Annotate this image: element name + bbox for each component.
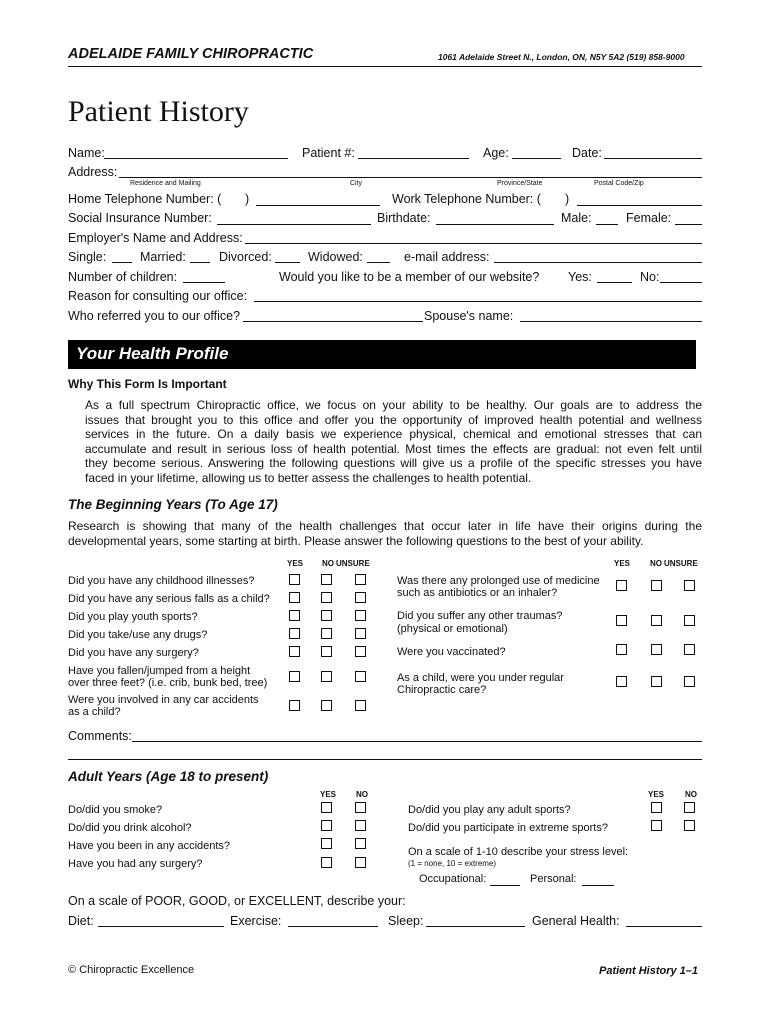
- q-serious-falls: Did you have any serious falls as a child?: [68, 593, 270, 605]
- checkbox-yes[interactable]: [616, 676, 627, 687]
- q-medicine-line2: such as antibiotics or an inhaler?: [397, 587, 558, 599]
- footer-page-label: Patient History 1–1: [599, 965, 699, 977]
- occupational-field[interactable]: [490, 885, 520, 886]
- children-label: Number of children:: [68, 270, 178, 284]
- checkbox-no[interactable]: [684, 820, 695, 831]
- checkbox-unsure[interactable]: [355, 610, 366, 621]
- col-no-left: NO: [322, 559, 334, 568]
- birthdate-label: Birthdate:: [377, 211, 431, 225]
- intro-line: Research is showing that many of the health challenges that occur later in life have their origins during the: [68, 519, 702, 533]
- beginning-intro: [68, 519, 702, 548]
- single-field[interactable]: [112, 262, 132, 263]
- employer-field[interactable]: [245, 243, 702, 244]
- personal-label: Personal:: [530, 873, 577, 885]
- checkbox-yes[interactable]: [289, 671, 300, 682]
- why-line: issues that brought you to this office and offer you the opportunity of improved health potential and wellness: [85, 412, 702, 427]
- checkbox-yes[interactable]: [321, 820, 332, 831]
- beginning-years-heading: The Beginning Years (To Age 17): [68, 497, 278, 512]
- website-no-label: No:: [640, 270, 660, 284]
- birthdate-field[interactable]: [436, 224, 554, 225]
- why-line: services in the future. On a daily basis we experience physical, chemical and emotional stresses that can: [85, 427, 702, 441]
- employer-label: Employer's Name and Address:: [68, 231, 243, 245]
- checkbox-no[interactable]: [321, 700, 332, 711]
- adult-col-yes-right: YES: [648, 790, 665, 799]
- footer-copyright: © Chiropractic Excellence: [68, 964, 195, 976]
- checkbox-yes[interactable]: [321, 857, 332, 868]
- comments-label: Comments:: [68, 729, 132, 743]
- checkbox-no[interactable]: [684, 802, 695, 813]
- work-tel-field[interactable]: [577, 205, 702, 206]
- age-field[interactable]: [512, 158, 561, 159]
- col-unsure-right: UNSURE: [664, 559, 698, 568]
- female-label: Female:: [626, 211, 672, 225]
- diet-field[interactable]: [98, 926, 224, 927]
- checkbox-no[interactable]: [321, 610, 332, 621]
- male-label: Male:: [561, 211, 592, 225]
- checkbox-no[interactable]: [651, 615, 662, 626]
- checkbox-yes[interactable]: [651, 802, 662, 813]
- exercise-field[interactable]: [288, 926, 378, 927]
- checkbox-yes[interactable]: [651, 820, 662, 831]
- checkbox-yes[interactable]: [321, 838, 332, 849]
- q-vaccinated: Were you vaccinated?: [397, 646, 506, 658]
- divorced-label: Divorced:: [219, 250, 272, 264]
- checkbox-unsure[interactable]: [355, 671, 366, 682]
- sin-label: Social Insurance Number:: [68, 211, 212, 225]
- q-childhood-illnesses: Did you have any childhood illnesses?: [68, 575, 255, 587]
- col-yes-left: YES: [287, 559, 304, 568]
- checkbox-unsure[interactable]: [355, 646, 366, 657]
- page-title: Patient History: [68, 95, 249, 128]
- scale-question: On a scale of POOR, GOOD, or EXCELLENT, describe your:: [68, 894, 406, 908]
- why-line: faced in your lifetime, allowing us to better assess the challenges to health potential.: [85, 470, 532, 485]
- checkbox-yes[interactable]: [616, 644, 627, 655]
- q-smoke: Do/did you smoke?: [68, 804, 163, 816]
- address-sub-province: Province/State: [497, 180, 543, 187]
- why-line: As a full spectrum Chiropractic office, we focus on your ability to be healthy. Our goals are to address the: [85, 398, 702, 412]
- q-car-accidents-line2: as a child?: [68, 706, 121, 718]
- name-field[interactable]: [104, 158, 288, 159]
- q-surgery-adult: Have you had any surgery?: [68, 858, 203, 870]
- q-traumas-line1: Did you suffer any other traumas?: [397, 610, 563, 622]
- stress-question: On a scale of 1-10 describe your stress level:: [408, 846, 629, 858]
- checkbox-yes[interactable]: [289, 628, 300, 639]
- q-surgery-child: Did you have any surgery?: [68, 647, 199, 659]
- occupational-label: Occupational:: [419, 873, 487, 885]
- patient-no-field[interactable]: [358, 158, 469, 159]
- home-tel-field[interactable]: [256, 205, 380, 206]
- female-field[interactable]: [675, 224, 702, 225]
- work-tel-close: ): [565, 192, 570, 206]
- col-no-right: NO: [650, 559, 662, 568]
- home-tel-label: Home Telephone Number: (: [68, 192, 222, 206]
- website-yes-label: Yes:: [568, 270, 592, 284]
- sleep-label: Sleep:: [388, 914, 424, 928]
- checkbox-no[interactable]: [355, 820, 366, 831]
- q-traumas-line2: (physical or emotional): [397, 623, 508, 635]
- patient-no-label: Patient #:: [302, 146, 355, 160]
- adult-col-no-left: NO: [356, 790, 368, 799]
- health-profile-bar: [68, 340, 696, 369]
- email-label: e-mail address:: [404, 250, 490, 264]
- spouse-field[interactable]: [520, 321, 702, 322]
- q-chiro-care-line1: As a child, were you under regular: [397, 672, 564, 684]
- name-label: Name:: [68, 146, 105, 160]
- q-chiro-care-line2: Chiropractic care?: [397, 684, 487, 696]
- checkbox-yes[interactable]: [616, 615, 627, 626]
- q-fallen-line2: over three feet? (i.e. crib, bunk bed, tree): [68, 677, 268, 689]
- spouse-label: Spouse's name:: [424, 309, 514, 323]
- sin-field[interactable]: [217, 224, 371, 225]
- reason-label: Reason for consulting our office:: [68, 289, 248, 303]
- work-tel-label: Work Telephone Number: (: [392, 192, 541, 206]
- checkbox-no[interactable]: [321, 628, 332, 639]
- comments-field-line2[interactable]: [68, 759, 702, 760]
- q-alcohol: Do/did you drink alcohol?: [68, 822, 192, 834]
- q-medicine-line1: Was there any prolonged use of medicine: [397, 575, 600, 587]
- checkbox-no[interactable]: [355, 857, 366, 868]
- checkbox-no[interactable]: [355, 838, 366, 849]
- checkbox-no[interactable]: [651, 580, 662, 591]
- stress-scale-note: (1 = none, 10 = extreme): [408, 859, 497, 868]
- checkbox-yes[interactable]: [321, 802, 332, 813]
- checkbox-unsure[interactable]: [355, 628, 366, 639]
- checkbox-unsure[interactable]: [684, 644, 695, 655]
- why-heading: Why This Form Is Important: [68, 377, 227, 391]
- widowed-field[interactable]: [367, 262, 390, 263]
- address-sub-postal: Postal Code/Zip: [594, 180, 644, 187]
- married-label: Married:: [140, 250, 186, 264]
- checkbox-yes[interactable]: [289, 700, 300, 711]
- address-sub-city: City: [350, 180, 363, 187]
- checkbox-yes[interactable]: [289, 592, 300, 603]
- health-profile-title: Your Health Profile: [76, 344, 229, 363]
- diet-label: Diet:: [68, 914, 94, 928]
- website-question: Would you like to be a member of our website?: [279, 270, 540, 284]
- checkbox-no[interactable]: [321, 574, 332, 585]
- checkbox-no[interactable]: [651, 676, 662, 687]
- general-health-label: General Health:: [532, 914, 620, 928]
- adult-col-no-right: NO: [685, 790, 697, 799]
- checkbox-unsure[interactable]: [355, 700, 366, 711]
- q-fallen-line1: Have you fallen/jumped from a height: [68, 665, 251, 677]
- why-paragraph: [85, 398, 702, 485]
- married-field[interactable]: [190, 262, 210, 263]
- male-field[interactable]: [596, 224, 618, 225]
- q-drugs: Did you take/use any drugs?: [68, 629, 208, 641]
- children-field[interactable]: [183, 282, 225, 283]
- checkbox-no[interactable]: [321, 592, 332, 603]
- website-yes-field[interactable]: [597, 282, 632, 283]
- checkbox-yes[interactable]: [616, 580, 627, 591]
- checkbox-yes[interactable]: [289, 574, 300, 585]
- widowed-label: Widowed:: [308, 250, 363, 264]
- checkbox-unsure[interactable]: [355, 592, 366, 603]
- q-youth-sports: Did you play youth sports?: [68, 611, 198, 623]
- checkbox-unsure[interactable]: [684, 580, 695, 591]
- checkbox-no[interactable]: [321, 671, 332, 682]
- divorced-field[interactable]: [275, 262, 300, 263]
- checkbox-no[interactable]: [321, 646, 332, 657]
- clinic-address: 1061 Adelaide Street N., London, ON, N5Y 5A2 (519) 858-9000: [438, 52, 685, 62]
- adult-col-yes-left: YES: [320, 790, 337, 799]
- address-label: Address:: [68, 165, 118, 179]
- adult-years-heading: Adult Years (Age 18 to present): [68, 769, 269, 784]
- col-yes-right: YES: [614, 559, 631, 568]
- age-label: Age:: [483, 146, 509, 160]
- website-no-field[interactable]: [660, 282, 702, 283]
- referred-field[interactable]: [243, 321, 423, 322]
- email-field[interactable]: [494, 262, 702, 263]
- checkbox-yes[interactable]: [289, 610, 300, 621]
- header-rule: [68, 66, 702, 67]
- referred-label: Who referred you to our office?: [68, 309, 241, 323]
- single-label: Single:: [68, 250, 107, 264]
- sleep-field[interactable]: [426, 926, 525, 927]
- clinic-name: ADELAIDE FAMILY CHIROPRACTIC: [68, 46, 314, 62]
- checkbox-yes[interactable]: [289, 646, 300, 657]
- home-tel-close: ): [245, 192, 250, 206]
- date-field[interactable]: [604, 158, 702, 159]
- q-car-accidents-line1: Were you involved in any car accidents: [68, 694, 259, 706]
- address-field[interactable]: [119, 177, 702, 178]
- q-adult-sports: Do/did you play any adult sports?: [408, 804, 571, 816]
- q-accidents: Have you been in any accidents?: [68, 840, 231, 852]
- why-line: accumulate and result in serious loss of health potential. Most times the effects are gradual: not even felt until: [85, 441, 702, 456]
- exercise-label: Exercise:: [230, 914, 282, 928]
- date-label: Date:: [572, 146, 602, 160]
- reason-field[interactable]: [254, 301, 702, 302]
- checkbox-no[interactable]: [651, 644, 662, 655]
- comments-field[interactable]: [132, 741, 702, 742]
- checkbox-unsure[interactable]: [355, 574, 366, 585]
- q-extreme-sports: Do/did you participate in extreme sports?: [408, 822, 608, 834]
- general-health-field[interactable]: [626, 926, 702, 927]
- address-sub-residence: Residence and Mailing: [130, 180, 201, 187]
- checkbox-unsure[interactable]: [684, 615, 695, 626]
- checkbox-no[interactable]: [355, 802, 366, 813]
- checkbox-unsure[interactable]: [684, 676, 695, 687]
- personal-field[interactable]: [582, 885, 614, 886]
- why-line: they become serious. Answering the following questions will give us a profile of the specific stresses you have: [85, 456, 702, 470]
- col-unsure-left: UNSURE: [336, 559, 370, 568]
- intro-line: developmental years, some starting at birth. Please answer the following questions to the best of your ability.: [68, 533, 644, 548]
